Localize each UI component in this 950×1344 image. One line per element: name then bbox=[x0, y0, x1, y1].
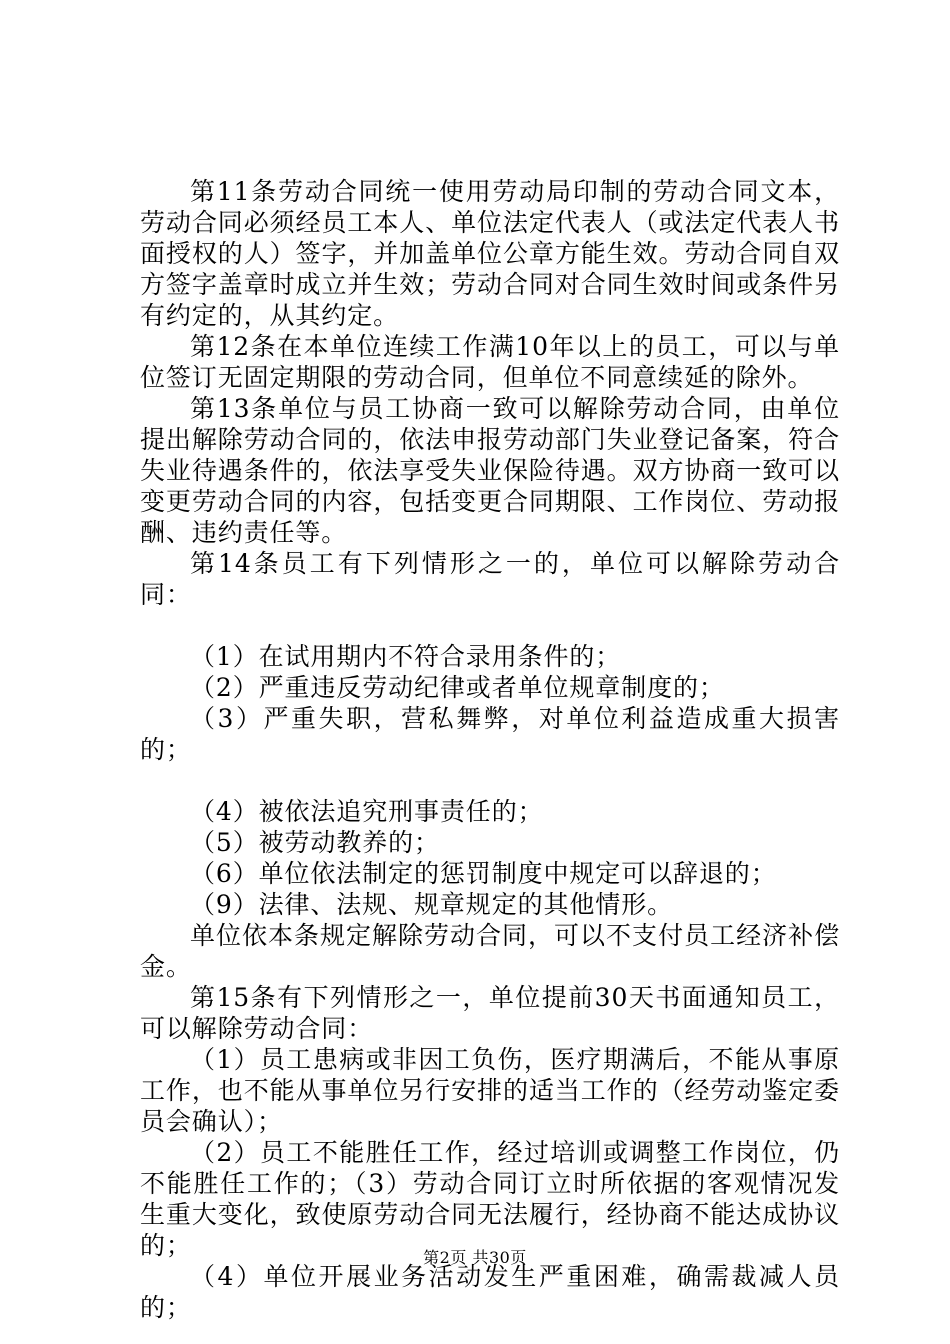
paragraph-article-14: 第14条员工有下列情形之一的，单位可以解除劳动合同： bbox=[140, 549, 840, 609]
document-body bbox=[140, 176, 840, 1323]
list-item: （1）员工患病或非因工负伤，医疗期满后，不能从事原工作，也不能从事单位另行安排的适当工作的（经劳动鉴定委员会确认）； bbox=[140, 1045, 840, 1136]
page-number-footer: 第2页 共30页 bbox=[423, 1248, 527, 1267]
list-item: （2）员工不能胜任工作，经过培训或调整工作岗位，仍不能胜任工作的；（3）劳动合同订立时所依据的客观情况发生重大变化，致使原劳动合同无法履行，经协商不能达成协议的； bbox=[140, 1138, 840, 1260]
list-item: （1）在试用期内不符合录用条件的； bbox=[190, 642, 622, 671]
list-item: （2）严重违反劳动纪律或者单位规章制度的； bbox=[190, 673, 725, 702]
list-item: （4）被依法追究刑事责任的； bbox=[190, 797, 544, 826]
list-item: （9）法律、法规、规章规定的其他情形。 bbox=[190, 890, 674, 919]
list-item: （6）单位依法制定的惩罚制度中规定可以辞退的； bbox=[190, 859, 777, 888]
paragraph-compensation-note: 单位依本条规定解除劳动合同，可以不支付员工经济补偿金。 bbox=[140, 921, 840, 981]
paragraph-article-12: 第12条在本单位连续工作满10年以上的员工，可以与单位签订无固定期限的劳动合同，但单位不同意续延的除外。 bbox=[140, 332, 840, 392]
spacer bbox=[140, 610, 840, 641]
paragraph-article-13: 第13条单位与员工协商一致可以解除劳动合同，由单位提出解除劳动合同的，依法申报劳动部门失业登记备案，符合失业待遇条件的，依法享受失业保险待遇。双方协商一致可以变更劳动合同的内容，包括变更合同期限、工作岗位、劳动报酬、违约责任等。 bbox=[140, 394, 840, 547]
paragraph-article-15: 第15条有下列情形之一，单位提前30天书面通知员工，可以解除劳动合同： bbox=[140, 983, 840, 1043]
list-item: （4）单位开展业务活动发生严重困难，确需裁减人员的； bbox=[140, 1262, 840, 1322]
paragraph-article-11: 第11条劳动合同统一使用劳动局印制的劳动合同文本，劳动合同必须经员工本人、单位法定代表人（或法定代表人书面授权的人）签字，并加盖单位公章方能生效。劳动合同自双方签字盖章时成立并生效；劳动合同对合同生效时间或条件另有约定的，从其约定。 bbox=[140, 177, 840, 330]
list-item: （3）严重失职，营私舞弊，对单位利益造成重大损害的； bbox=[140, 704, 840, 764]
list-item: （5）被劳动教养的； bbox=[190, 828, 440, 857]
spacer bbox=[140, 765, 840, 796]
